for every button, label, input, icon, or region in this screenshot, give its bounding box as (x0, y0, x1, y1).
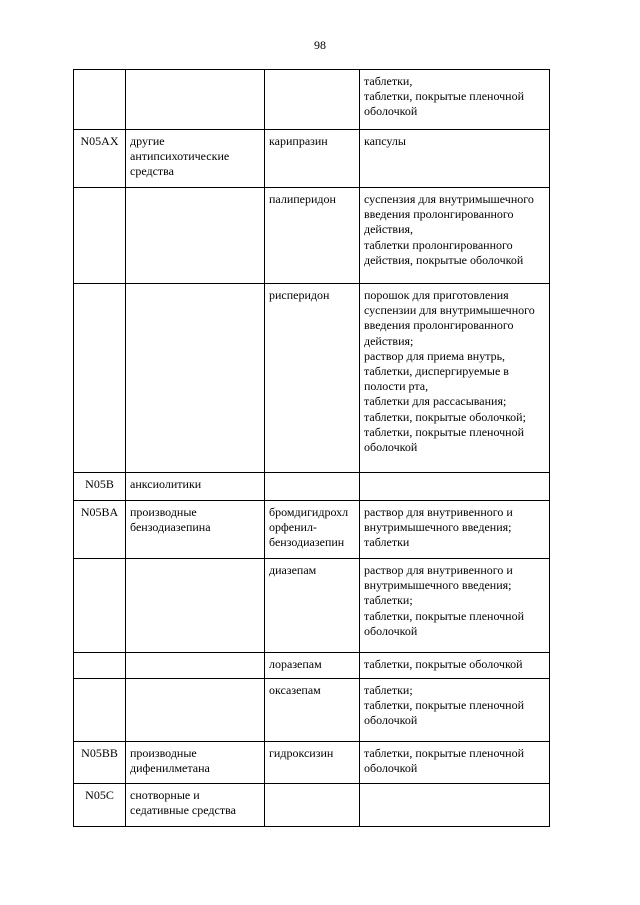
drug-cell (265, 679, 360, 742)
drug-cell (265, 284, 360, 473)
atc-code-cell (74, 653, 126, 679)
group-cell (126, 653, 265, 679)
dosage-form-line: таблетки; (364, 683, 413, 697)
group-name-line: производные (130, 746, 197, 760)
dosage-form-line: оболочкой (364, 623, 418, 638)
dosage-form-line: оболочкой (364, 440, 418, 455)
drug-name-line: оксазепам (269, 683, 321, 697)
atc-code-cell (74, 742, 126, 784)
dosage-form-line: таблетки пролонгированного (364, 237, 513, 252)
dosage-form-line: таблетки, покрытые пленочной (364, 608, 525, 623)
dosage-form-line: внутримышечного введения; (364, 520, 512, 535)
atc-code-cell (74, 130, 126, 188)
dosage-form-cell (360, 653, 550, 679)
table-row (74, 130, 550, 188)
atc-code-cell (74, 559, 126, 653)
dosage-form-line: оболочкой (364, 104, 418, 119)
drug-name-line: гидроксизин (269, 746, 334, 760)
table-row (74, 742, 550, 784)
drug-name-line: бромдигидрохл (269, 505, 349, 519)
dosage-form-cell (360, 784, 550, 827)
dosage-form-line: введения пролонгированного (364, 207, 514, 222)
atc-code-cell (74, 70, 126, 130)
drug-cell (265, 784, 360, 827)
dosage-form-line: раствор для приема внутрь, (364, 348, 506, 363)
dosage-form-line: таблетки, покрытые пленочной (364, 746, 525, 760)
group-cell (126, 784, 265, 827)
dosage-form-line: внутримышечного введения; (364, 578, 512, 593)
drug-cell (265, 473, 360, 501)
dosage-form-line: таблетки, покрытые пленочной (364, 424, 525, 439)
dosage-form-line: таблетки, покрытые оболочкой; (364, 409, 526, 424)
dosage-form-cell (360, 70, 550, 130)
dosage-form-cell (360, 473, 550, 501)
drug-cell (265, 130, 360, 188)
group-name-line: дифенилметана (130, 761, 210, 776)
group-name-line: анксиолитики (130, 477, 202, 491)
atc-code: N05C (85, 788, 114, 802)
dosage-form-line: суспензия для внутримышечного (364, 192, 534, 206)
table-row (74, 679, 550, 742)
atc-code-cell (74, 501, 126, 559)
atc-code-cell (74, 284, 126, 473)
dosage-form-line: полости рта, (364, 379, 429, 394)
dosage-form-line: таблетки, покрытые оболочкой (364, 657, 523, 671)
group-name-line: другие (130, 134, 165, 148)
dosage-form-cell (360, 679, 550, 742)
group-name-line: антипсихотические (130, 149, 230, 164)
group-cell (126, 742, 265, 784)
drug-name-line: карипразин (269, 134, 328, 148)
drug-name-line: рисперидон (269, 288, 330, 302)
dosage-form-cell (360, 742, 550, 784)
atc-code: N05AX (80, 134, 119, 148)
atc-code-cell (74, 473, 126, 501)
group-cell (126, 188, 265, 284)
dosage-form-line: капсулы (364, 134, 406, 148)
dosage-form-line: введения пролонгированного (364, 318, 514, 333)
dosage-form-line: действия; (364, 333, 414, 348)
dosage-form-cell (360, 559, 550, 653)
table-row (74, 284, 550, 473)
table-row (74, 784, 550, 827)
drug-cell (265, 70, 360, 130)
atc-code: N05BA (80, 505, 119, 519)
group-name-line: седативные средства (130, 803, 236, 818)
dosage-form-line: таблетки; (364, 593, 413, 608)
table-row (74, 70, 550, 130)
drug-cell (265, 188, 360, 284)
dosage-form-cell (360, 284, 550, 473)
dosage-form-line: суспензии для внутримышечного (364, 303, 535, 318)
dosage-form-line: таблетки, покрытые пленочной (364, 89, 525, 104)
dosage-form-line: таблетки для рассасывания; (364, 394, 507, 409)
table-row (74, 559, 550, 653)
atc-code-cell (74, 784, 126, 827)
group-cell (126, 679, 265, 742)
drug-cell (265, 653, 360, 679)
atc-code-cell (74, 679, 126, 742)
table-row (74, 473, 550, 501)
group-name-line: средства (130, 164, 175, 179)
drug-name-line: орфенил- (269, 520, 317, 535)
dosage-form-line: таблетки, (364, 74, 413, 88)
drug-name-line: лоразепам (269, 657, 322, 671)
group-cell (126, 501, 265, 559)
table-body (74, 70, 550, 827)
dosage-form-line: действия, (364, 222, 414, 237)
group-cell (126, 473, 265, 501)
group-cell (126, 559, 265, 653)
dosage-form-line: порошок для приготовления (364, 288, 509, 302)
dosage-form-line: таблетки, покрытые пленочной (364, 698, 525, 713)
dosage-form-line: раствор для внутривенного и (364, 505, 513, 519)
group-name-line: производные (130, 505, 197, 519)
dosage-form-cell (360, 501, 550, 559)
page-number: 98 (314, 38, 326, 52)
drug-name-line: диазепам (269, 563, 317, 577)
dosage-form-line: таблетки, диспергируемые в (364, 364, 509, 379)
atc-code: N05B (85, 477, 114, 491)
atc-code-cell (74, 188, 126, 284)
group-cell (126, 130, 265, 188)
dosage-form-line: оболочкой (364, 713, 418, 728)
drug-cell (265, 559, 360, 653)
dosage-form-line: раствор для внутривенного и (364, 563, 513, 577)
dosage-form-cell (360, 188, 550, 284)
group-cell (126, 70, 265, 130)
drug-cell (265, 742, 360, 784)
drug-name-line: палиперидон (269, 192, 336, 206)
group-name-line: бензодиазепина (130, 520, 211, 535)
table-row (74, 501, 550, 559)
dosage-form-line: оболочкой (364, 761, 418, 776)
table-row (74, 188, 550, 284)
group-name-line: снотворные и (130, 788, 200, 802)
drug-table (73, 69, 550, 827)
drug-name-line: бензодиазепин (269, 535, 345, 550)
dosage-form-line: действия, покрытые оболочкой (364, 252, 524, 267)
table-row (74, 653, 550, 679)
atc-code: N05BB (81, 746, 118, 760)
drug-cell (265, 501, 360, 559)
dosage-form-line: таблетки (364, 535, 410, 550)
group-cell (126, 284, 265, 473)
dosage-form-cell (360, 130, 550, 188)
